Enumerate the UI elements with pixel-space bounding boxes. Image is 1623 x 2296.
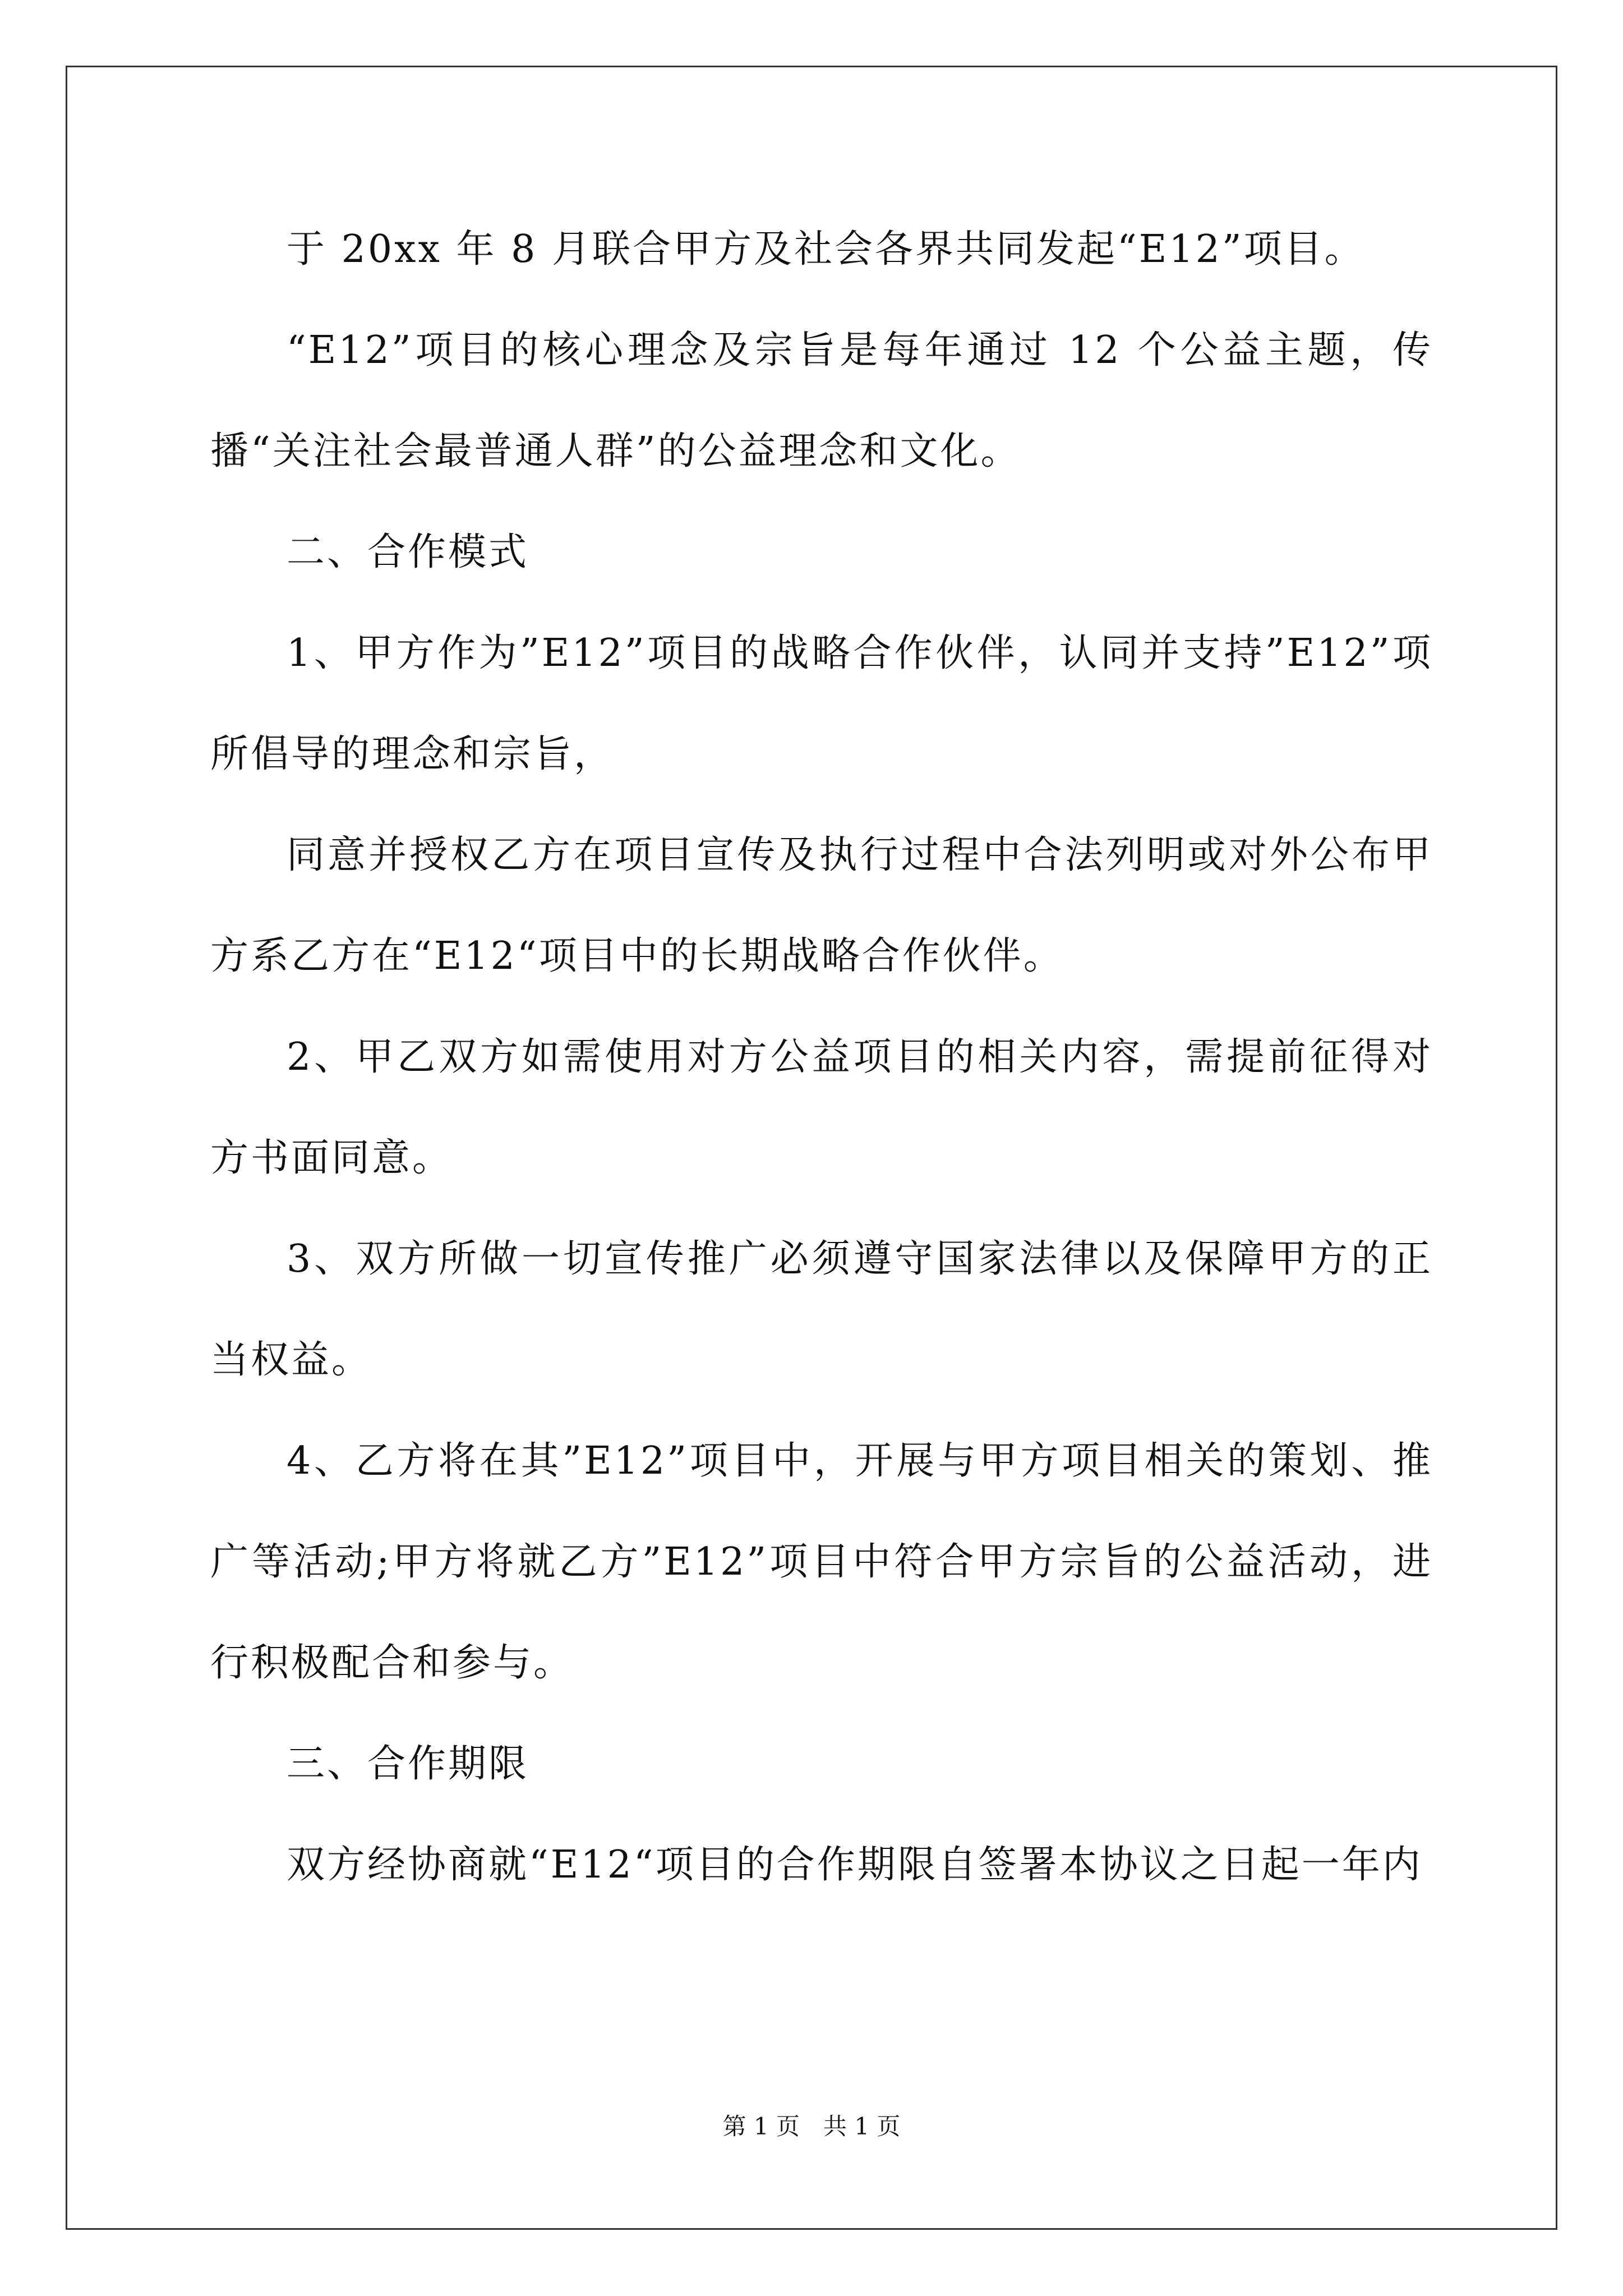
section-heading-cooperation-term: 三、合作期限 — [287, 1742, 529, 1786]
paragraph-item-1: 1、甲方作为”E12”项目的战略合作伙伴，认同并支持”E12”项所倡导的理念和宗旨， — [210, 631, 1433, 776]
page-footer: 第 1 页 共 1 页 — [722, 2113, 901, 2140]
paragraph-intro: 于 20xx 年 8 月联合甲方及社会各界共同发起“E12”项目。 — [287, 227, 1365, 272]
section-heading-cooperation-mode: 二、合作模式 — [287, 530, 529, 574]
paragraph-core-concept: “E12”项目的核心理念及宗旨是每年通过 12 个公益主题，传播“关注社会最普通人群”的公益理念和文化。 — [210, 328, 1433, 473]
paragraph-item-4: 4、乙方将在其”E12”项目中，开展与甲方项目相关的策划、推广等活动;甲方将就乙方”E12”项目中符合甲方宗旨的公益活动，进行积极配合和参与。 — [210, 1439, 1433, 1685]
paragraph-item-3: 3、双方所做一切宣传推广必须遵守国家法律以及保障甲方的正当权益。 — [210, 1237, 1433, 1382]
paragraph-authorization: 同意并授权乙方在项目宣传及执行过程中合法列明或对外公布甲方系乙方在“E12“项目中的长期战略合作伙伴。 — [210, 833, 1433, 978]
paragraph-item-2: 2、甲乙双方如需使用对方公益项目的相关内容，需提前征得对方书面同意。 — [210, 1035, 1433, 1180]
document-body — [210, 199, 1433, 1916]
paragraph-term: 双方经协商就“E12“项目的合作期限自签署本协议之日起一年内 — [287, 1843, 1423, 1887]
